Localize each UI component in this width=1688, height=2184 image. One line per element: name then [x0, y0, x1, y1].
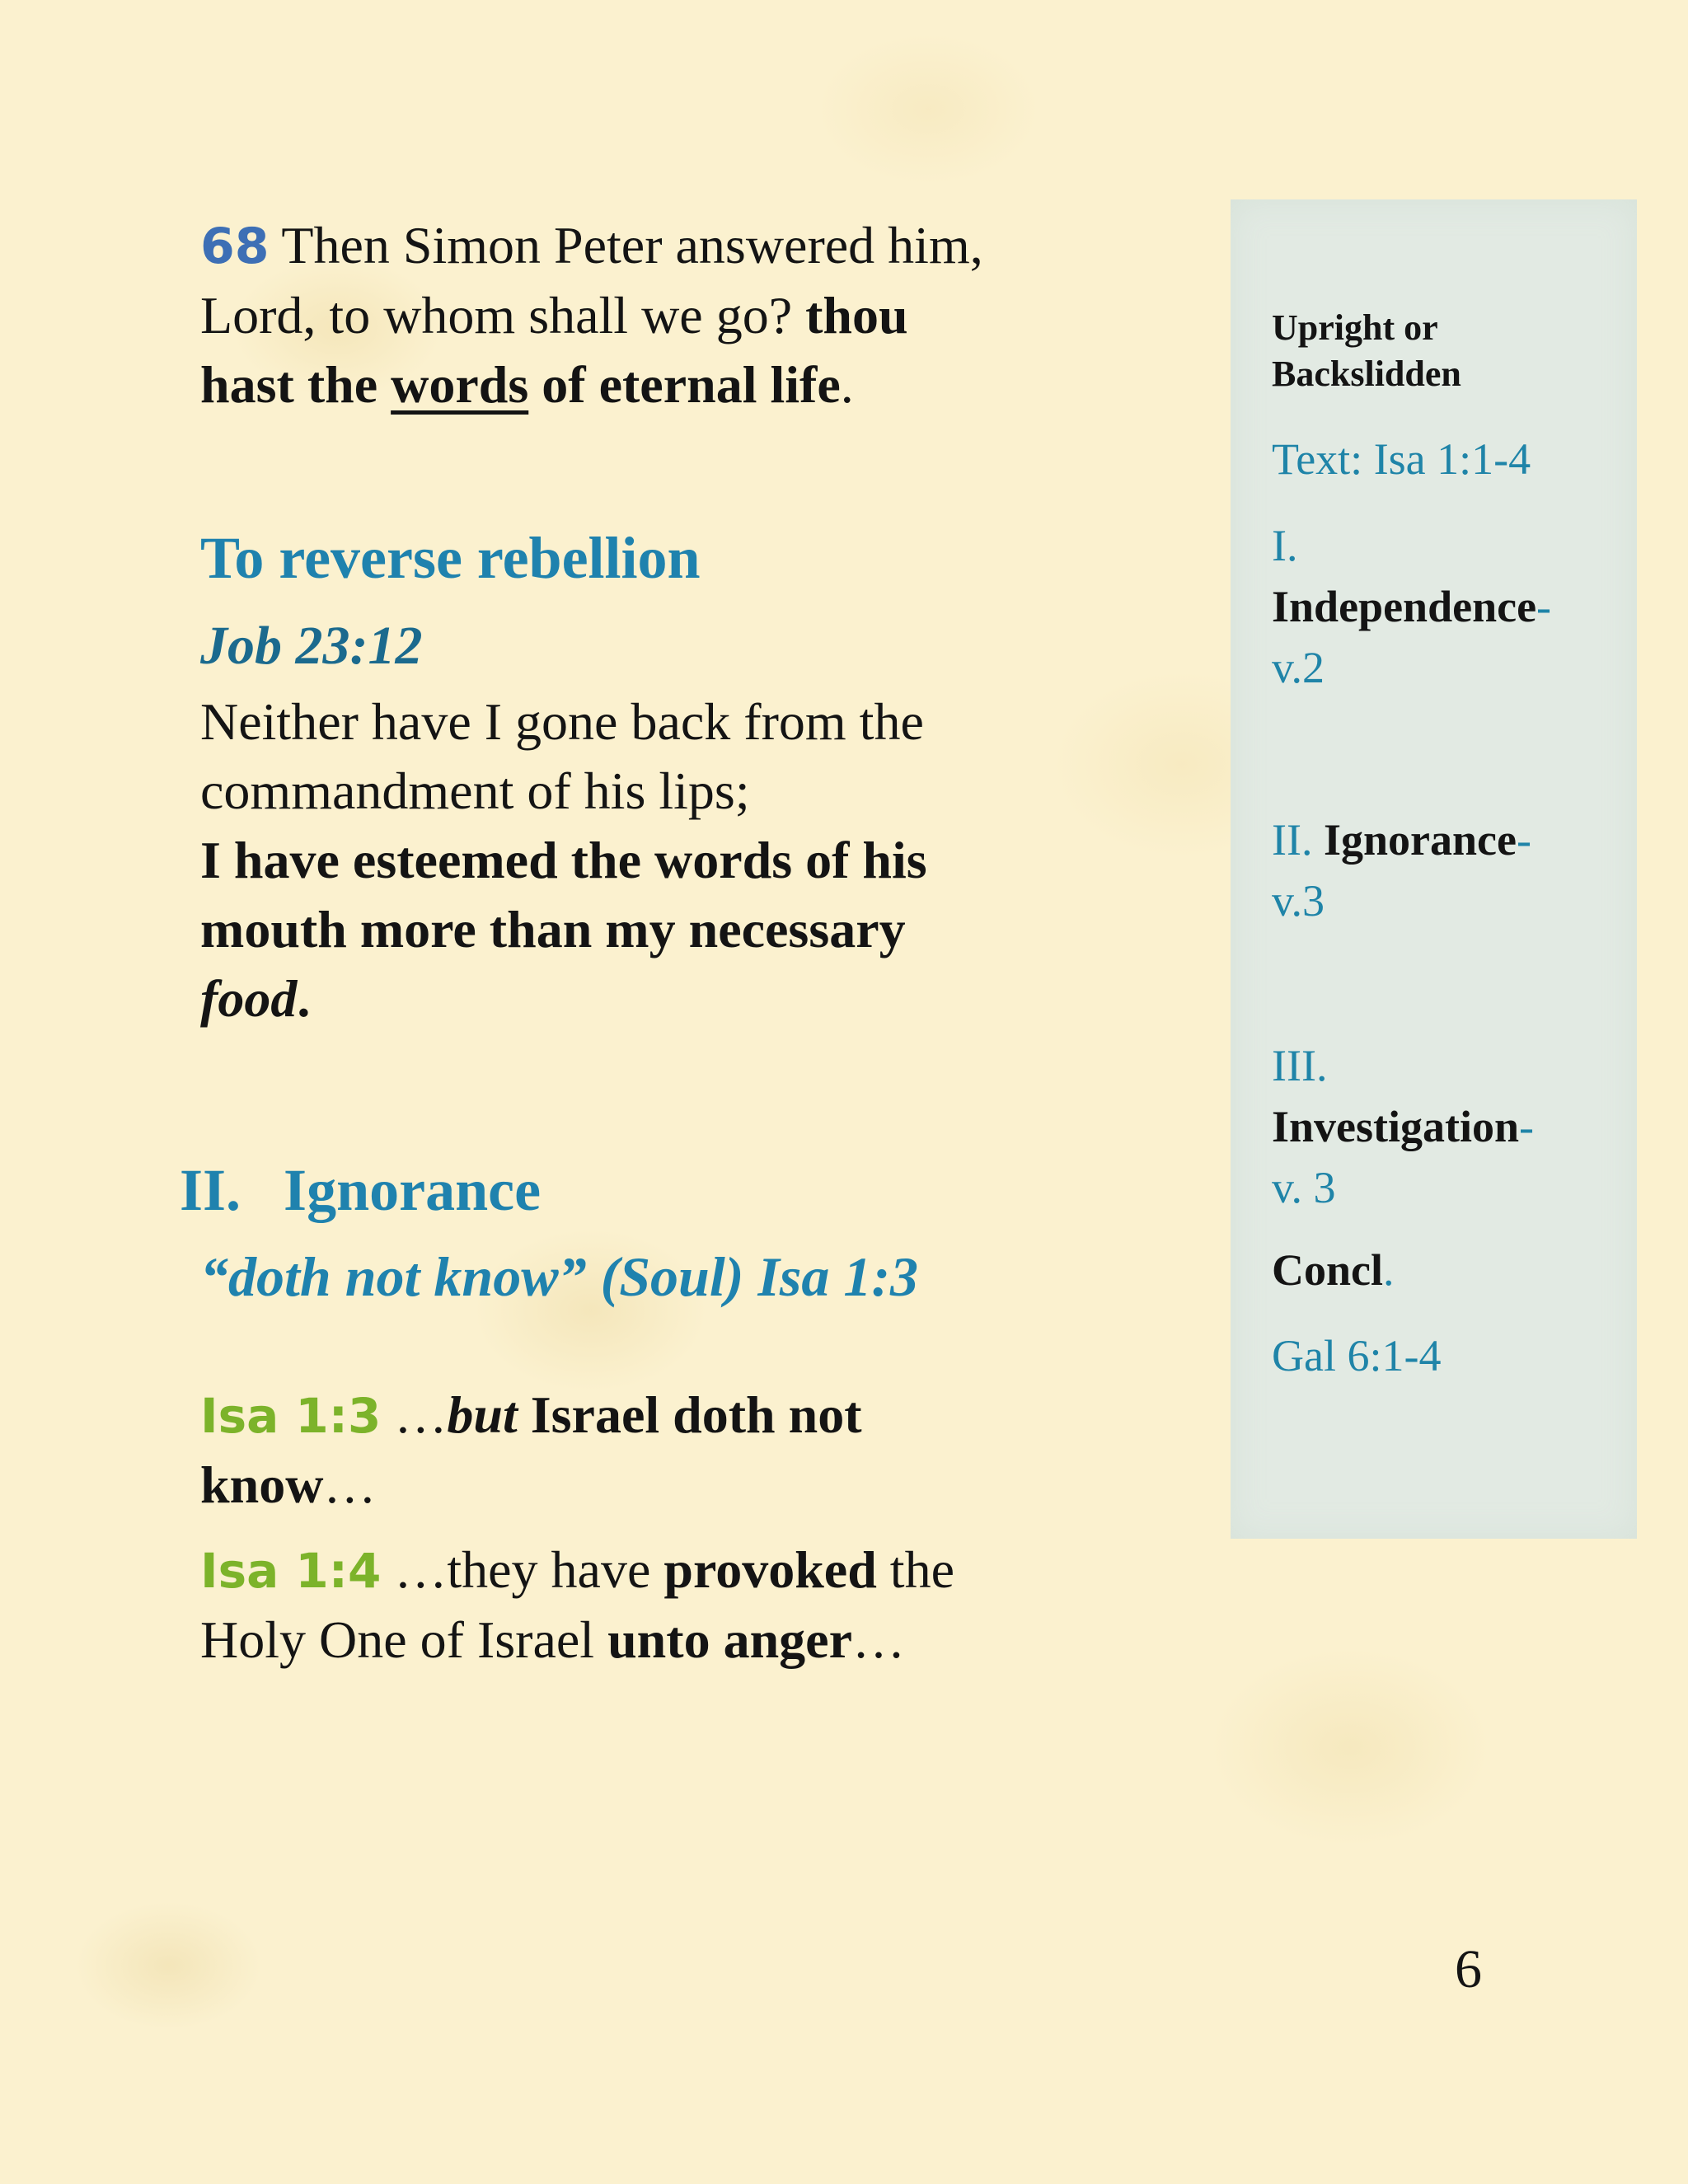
section-2-heading — [180, 1153, 541, 1227]
verse-68 — [200, 211, 983, 419]
isa-1-3-ref: Isa 1:3 — [200, 1388, 382, 1444]
verse-68-bold-3: of eternal life — [528, 355, 841, 414]
sidebar-title-line-2: Backslidden — [1272, 354, 1461, 394]
sidebar-gal-ref: Gal 6:1-4 — [1272, 1331, 1442, 1380]
isa-1-3-bold: Israel doth not — [517, 1385, 862, 1444]
verse-68-end: . — [840, 355, 854, 414]
verse-68-text-2: Lord, to whom shall we go? — [200, 286, 806, 344]
sidebar-conclusion-dot: . — [1383, 1245, 1395, 1295]
section-2-title: Ignorance — [284, 1157, 542, 1223]
job-food-end: . — [297, 969, 311, 1028]
isa-1-4-text-3: Holy One of Israel — [200, 1610, 608, 1669]
sidebar-title-line-1: Upright or — [1272, 307, 1438, 348]
isa-1-4-text-1: …they have — [381, 1540, 664, 1599]
sidebar-item-2-word: Ignorance — [1323, 815, 1517, 865]
verse-68-text: Then Simon Peter answered him, — [269, 216, 983, 274]
sidebar-item-2-num: II. — [1272, 815, 1324, 865]
isa-1-3-block — [200, 1380, 862, 1520]
job-bold-line-1: I have esteemed the words of his — [200, 831, 927, 889]
isa-1-4-provoked: provoked — [663, 1540, 877, 1599]
isa-1-3-but: but — [447, 1385, 518, 1444]
isa-1-4-text-2: the — [876, 1540, 954, 1599]
sidebar-title — [1272, 305, 1461, 397]
job-food: food — [200, 969, 298, 1028]
job-line-2: commandment of his lips; — [200, 762, 750, 820]
section-2-numeral: II. — [180, 1157, 241, 1223]
sidebar-item-2 — [1272, 809, 1531, 931]
job-verse — [200, 687, 927, 1033]
isa-1-4-ref: Isa 1:4 — [200, 1543, 382, 1599]
sidebar-conclusion-word: Concl — [1272, 1245, 1383, 1295]
isa-1-3-ellipsis: … — [381, 1385, 448, 1444]
reverse-reference: Job 23:12 — [200, 616, 423, 676]
sidebar-item-1-dash: - — [1536, 582, 1552, 631]
verse-number: 68 — [200, 218, 270, 275]
isa-1-3-ellipsis-end: … — [323, 1455, 377, 1514]
sidebar-item-3-dash: - — [1519, 1102, 1535, 1151]
isa-1-4-block — [200, 1535, 954, 1675]
section-2-subtitle: “doth not know” (Soul) Isa 1:3 — [200, 1245, 918, 1308]
isa-1-4-ellipsis-end: … — [851, 1610, 905, 1669]
page-number: 6 — [1455, 1939, 1482, 1999]
sidebar-item-3-num: III. — [1272, 1041, 1328, 1090]
verse-68-bold-1: thou — [805, 286, 908, 344]
isa-1-4-unto-anger: unto anger — [607, 1610, 852, 1669]
sidebar-item-3-word: Investigation — [1272, 1102, 1520, 1151]
sidebar-conclusion — [1272, 1240, 1395, 1301]
verse-68-bold-2: hast the — [200, 355, 392, 414]
verse-68-underlined-word: words — [391, 355, 529, 414]
sidebar-item-2-verse: v.3 — [1272, 876, 1325, 926]
sidebar-item-1 — [1272, 515, 1551, 698]
job-bold-line-2: mouth more than my necessary — [200, 900, 906, 958]
sidebar-item-1-num: I. — [1272, 521, 1298, 570]
sidebar-item-1-word: Independence — [1272, 582, 1537, 631]
isa-1-3-know: know — [200, 1455, 324, 1514]
sidebar-item-3 — [1272, 1035, 1534, 1218]
sidebar-item-2-dash: - — [1516, 815, 1531, 865]
sidebar-item-1-verse: v.2 — [1272, 643, 1325, 692]
sidebar-item-3-verse: v. 3 — [1272, 1163, 1336, 1212]
job-line-1: Neither have I gone back from the — [200, 692, 924, 751]
sidebar-text-ref: Text: Isa 1:1-4 — [1272, 434, 1531, 484]
reverse-heading: To reverse rebellion — [200, 525, 701, 591]
sermon-outline-sidebar — [1231, 199, 1637, 1539]
